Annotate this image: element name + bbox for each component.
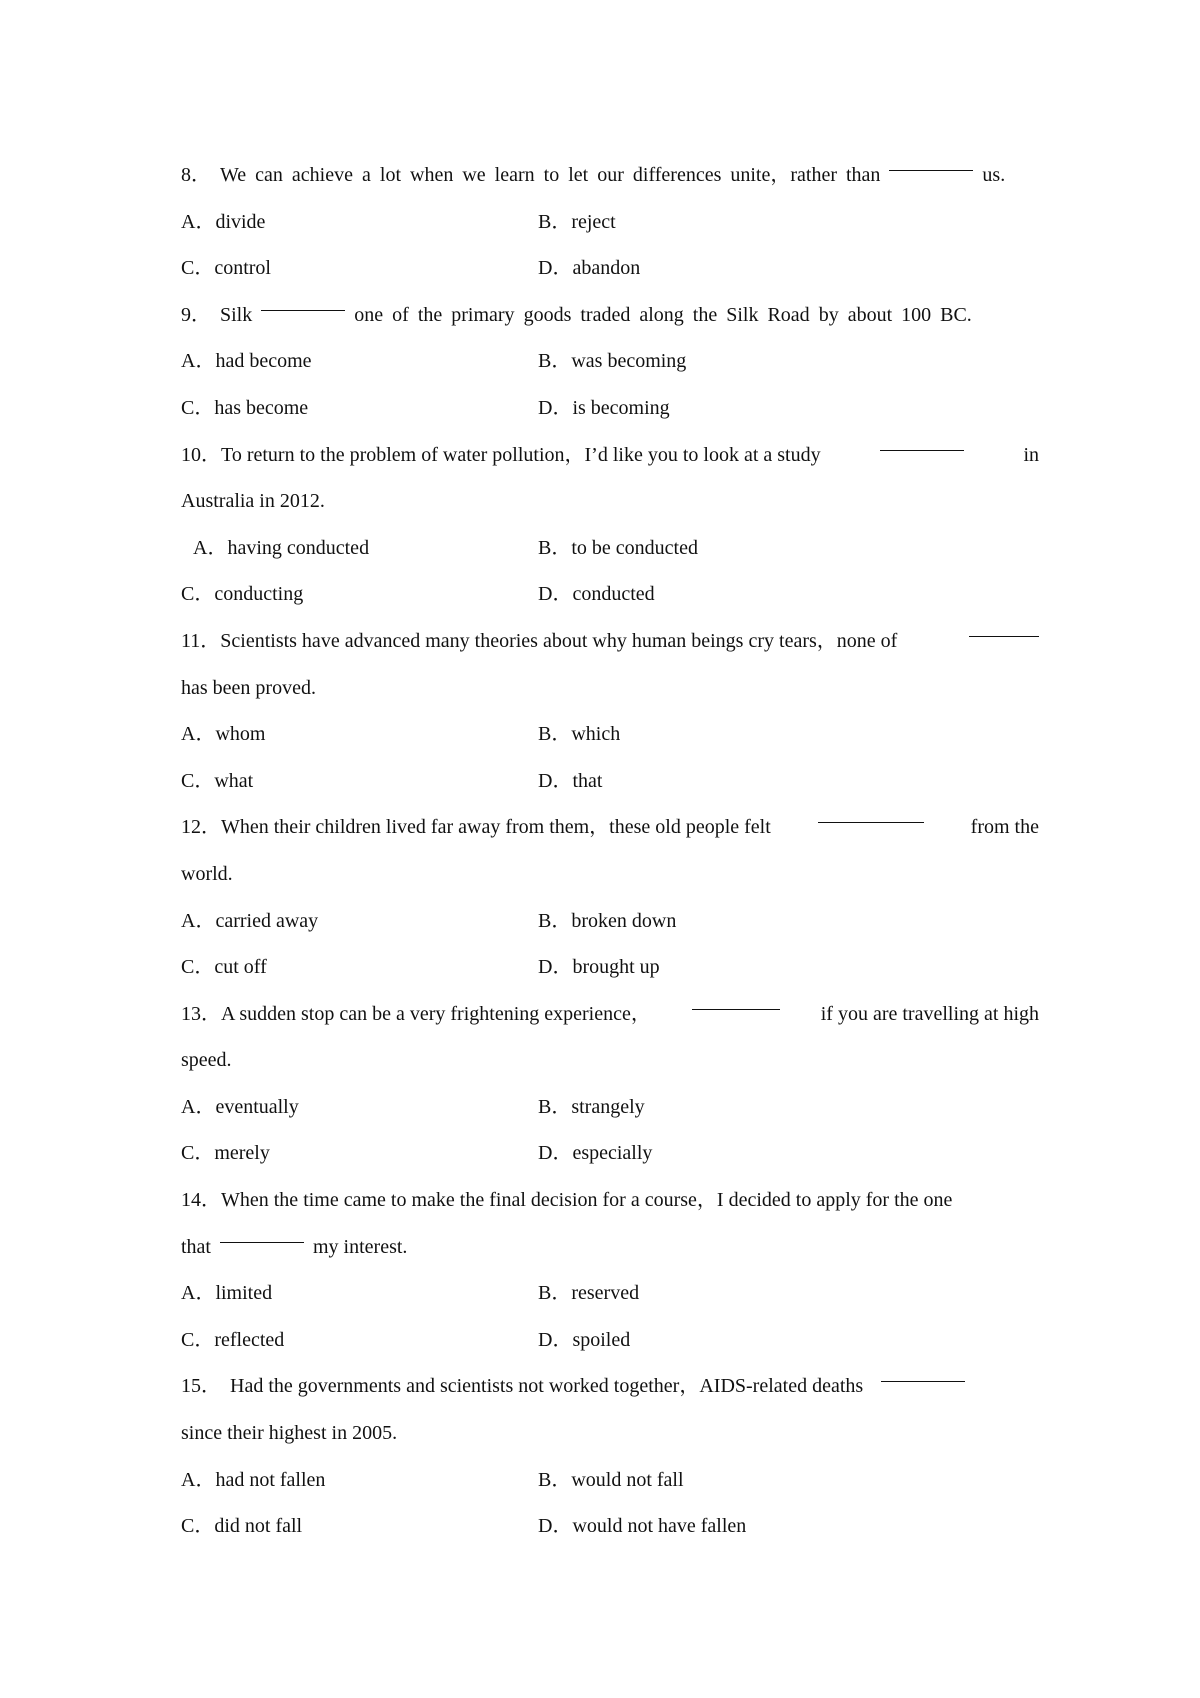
question-8-word: lot [379,164,402,186]
question-9-word: by [818,303,839,326]
question-12-text-end: from the [970,816,1039,839]
question-13-options-row-1 [181,1084,1039,1131]
question-12-number: 12． [181,816,221,839]
question-9-word: traded [580,303,631,326]
question-12-blank [818,804,924,823]
question-14-option-a[interactable]: A．limited [181,1282,273,1305]
question-8-word: differences [632,164,722,186]
question-11-stem-line-1 [181,618,1039,665]
question-10-stem-line-1 [181,432,1039,479]
question-12-option-a[interactable]: A．carried away [181,909,319,932]
question-9-word: the [417,303,443,326]
question-11-option-a[interactable]: A．whom [181,723,266,746]
question-8-option-c[interactable]: C．control [181,257,271,280]
question-10-stem-line-2: Australia in 2012. [181,490,325,513]
question-10-options-row-2 [181,571,1039,618]
question-15-option-a[interactable]: A．had not fallen [181,1468,326,1491]
question-15-stem-line-2: since their highest in 2005. [181,1422,398,1445]
question-8-option-d[interactable]: D．abandon [538,257,641,280]
question-9-options-row-2 [181,385,1039,432]
question-14-stem-line-1 [181,1177,1039,1224]
question-12-option-d[interactable]: D．brought up [538,956,660,979]
question-10-option-b[interactable]: B．to be conducted [538,536,698,559]
question-10-text: To return to the problem of water pollution，I’d like you to look at a study [221,443,821,466]
question-15-options-row-1 [181,1457,1039,1504]
question-12-stem-line-1 [181,804,1039,851]
question-13-stem-line-2: speed. [181,1049,232,1072]
question-11-options-row-2 [181,758,1039,805]
question-8-word: unite，rather [730,164,837,186]
question-9-word: the [692,303,718,326]
question-14-option-b[interactable]: B．reserved [538,1282,640,1305]
question-13-lead [181,991,651,1038]
question-9-word: Silk [220,303,253,326]
question-12-options-row-2 [181,944,1039,991]
question-8-option-b[interactable]: B．reject [538,210,616,233]
question-15-options-row-2 [181,1503,1039,1550]
question-14-text-post: my interest. [313,1235,408,1258]
question-10-text-end: in [1023,443,1039,466]
question-9-word: BC. [940,303,972,326]
question-12-option-b[interactable]: B．broken down [538,909,677,932]
question-8-option-a[interactable]: A．divide [181,210,266,233]
question-14-text-pre: that [181,1235,211,1258]
question-9-word: Road [767,303,810,326]
question-9-option-d[interactable]: D．is becoming [538,396,670,419]
question-13-option-c[interactable]: C．merely [181,1142,270,1165]
question-8-word: let [568,164,589,186]
question-8-options-row-2 [181,245,1039,292]
question-11-option-d[interactable]: D．that [538,769,603,792]
question-12-text: When their children lived far away from them，these old people felt [221,816,771,839]
question-13-number: 13． [181,1002,221,1025]
question-12-options-row-1 [181,898,1039,945]
question-9-options-row-1 [181,338,1039,385]
question-8-word: learn [494,164,535,186]
question-11-lead [181,618,897,665]
question-12-stem-line-2: world. [181,862,233,885]
question-12-option-c[interactable]: C．cut off [181,956,267,979]
question-13-options-row-2 [181,1130,1039,1177]
question-10-option-d[interactable]: D．conducted [538,583,655,606]
question-9-word: about [847,303,893,326]
question-14-blank [220,1224,304,1243]
question-13-stem-line-1 [181,991,1039,1038]
question-8-word: we [462,164,486,186]
question-15-stem-line-1 [181,1363,1039,1410]
question-8-word: to [543,164,560,186]
question-15-number: 15． [181,1375,221,1398]
question-9-option-b[interactable]: B．was becoming [538,350,687,373]
question-10-option-a[interactable]: A．having conducted [193,536,370,559]
question-13-option-b[interactable]: B．strangely [538,1095,645,1118]
question-9-word: of [392,303,409,326]
question-10-lead [181,432,821,479]
question-8-text-a: We [220,164,247,186]
question-9-number: 9． [181,303,211,326]
question-9-word: goods [523,303,572,326]
question-10-option-c[interactable]: C．conducting [181,583,304,606]
question-8-number: 8． [181,164,211,186]
question-15-option-b[interactable]: B．would not fall [538,1468,684,1491]
question-8-word: when [410,164,454,186]
question-12-lead [181,804,771,851]
question-13-option-d[interactable]: D．especially [538,1142,653,1165]
question-15-option-d[interactable]: D．would not have fallen [538,1515,747,1538]
question-8-stem [181,152,1039,199]
question-14-options-row-1 [181,1270,1039,1317]
question-8-word: can [255,164,283,186]
question-8-blank [889,152,973,171]
question-11-option-b[interactable]: B．which [538,723,621,746]
question-8-word: us. [982,164,1006,186]
question-13-blank [692,991,780,1010]
question-11-stem-line-2: has been proved. [181,676,316,699]
question-9-word: 100 [901,303,932,326]
question-10-options-row-1 [181,525,1039,572]
question-14-option-d[interactable]: D．spoiled [538,1328,631,1351]
question-15-blank [881,1363,965,1382]
question-8-word: than [845,164,881,186]
question-14-number: 14． [181,1189,221,1212]
question-9-option-a[interactable]: A．had become [181,350,312,373]
question-14-lead [181,1177,952,1224]
question-9-word: Silk [726,303,759,326]
question-9-option-c[interactable]: C．has become [181,396,309,419]
question-13-text: A sudden stop can be a very frightening experience， [221,1002,651,1025]
question-9-stem [181,292,1039,339]
question-15-lead [181,1363,872,1410]
question-11-text: Scientists have advanced many theories about why human beings cry tears，none of [220,629,898,652]
question-9-word: along [639,303,684,326]
question-14-stem-line-2 [181,1224,1039,1271]
question-14-text: When the time came to make the final decision for a course，I decided to apply for the one [221,1189,953,1212]
question-list [181,152,1039,1550]
question-8-word: a [362,164,371,186]
question-9-blank [261,292,345,311]
question-14-option-c[interactable]: C．reflected [181,1328,285,1351]
question-9-word: primary [451,303,515,326]
question-10-number: 10． [181,443,221,466]
question-11-option-c[interactable]: C．what [181,769,254,792]
question-11-blank [969,618,1039,637]
question-15-option-c[interactable]: C．did not fall [181,1515,303,1538]
question-13-text-end: if you are travelling at high [820,1002,1039,1025]
question-8-word: achieve [291,164,353,186]
question-13-option-a[interactable]: A．eventually [181,1095,299,1118]
question-9-word: one [354,303,384,326]
question-15-text: Had the governments and scientists not worked together，AIDS-related deaths [230,1375,864,1398]
question-11-number: 11． [181,629,221,652]
question-14-options-row-2 [181,1317,1039,1364]
question-8-options-row-1 [181,199,1039,246]
question-11-options-row-1 [181,711,1039,758]
question-8-word: our [597,164,624,186]
question-10-blank [880,432,964,451]
